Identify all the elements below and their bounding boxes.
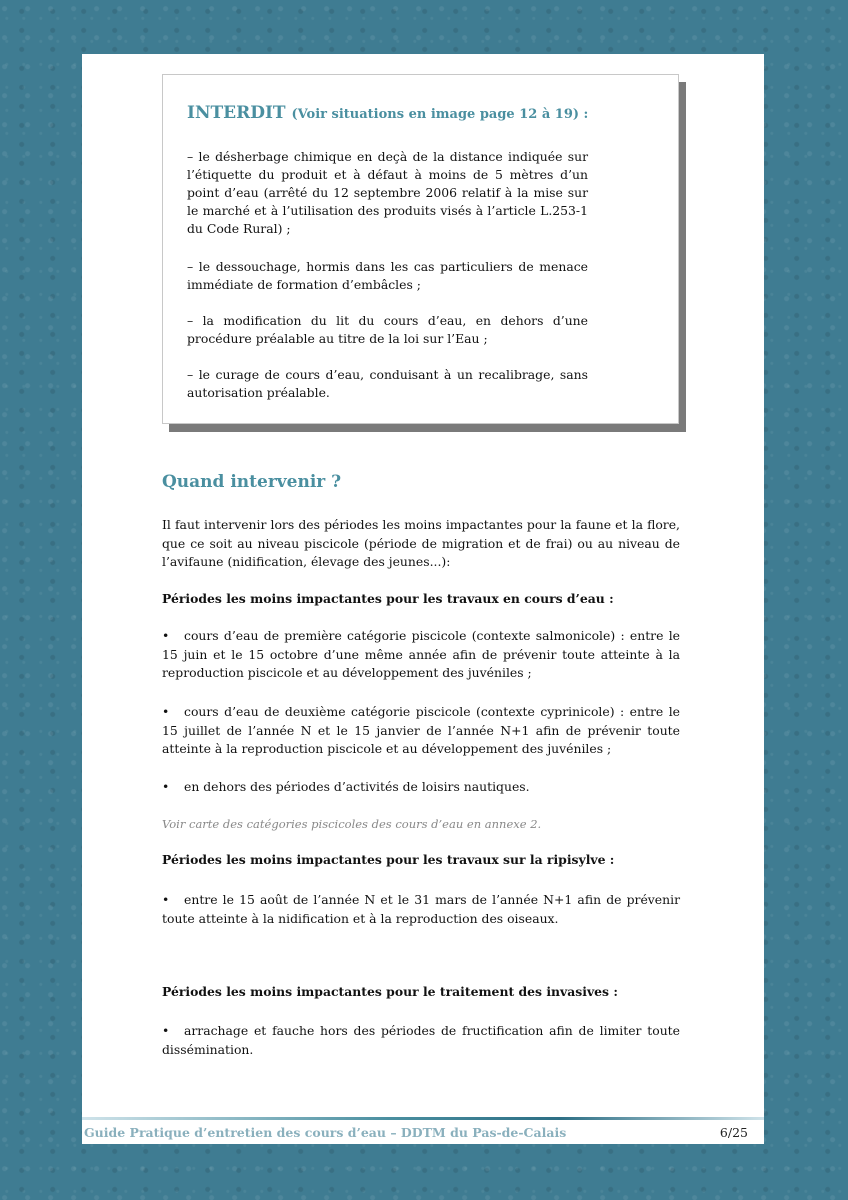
list-item-text: cours d’eau de deuxième catégorie piscicole (contexte cyprinicole) : entre le 15 juillet de l’année N et le 15 janvier de l’année N+1 afin de prévenir toute atteinte à la reproduction piscicole et au développement des juvéniles ; (162, 704, 680, 756)
box-item-dredging: – le curage de cours d’eau, conduisant à un recalibrage, sans autorisation préalable. (187, 367, 588, 400)
box-item-stump-removal: – le dessouchage, hormis dans les cas particuliers de menace immédiate de formation d’embâcles ; (187, 259, 588, 292)
subheading-ripisylve-works: Périodes les moins impactantes pour les travaux sur la ripisylve : (162, 852, 615, 867)
box-item-herbicide: – le désherbage chimique en deçà de la distance indiquée sur l’étiquette du produit et à défaut à moins de 5 mètres d’un point d’eau (arrêté du 12 septembre 2006 relatif à la mise sur le marché et à l’utilisation des produits visés à l’article L.253-1 du Code Rural) ; (187, 149, 588, 236)
box-title-sub: (Voir situations en image page 12 à 19) : (291, 107, 589, 122)
bullet-icon: • (162, 779, 170, 794)
bullet-icon: • (162, 1023, 170, 1038)
bullet-icon: • (162, 628, 170, 643)
box-item-bed-modification: – la modification du lit du cours d’eau, en dehors d’une procédure préalable au titre de la loi sur l’Eau ; (187, 313, 588, 346)
list-item (162, 1022, 680, 1059)
page-footer (82, 1122, 764, 1144)
list-item (162, 703, 680, 759)
footer-title: Guide Pratique d’entretien des cours d’eau – DDTM du Pas-de-Calais (84, 1125, 567, 1140)
prohibited-box (162, 74, 679, 424)
document-page (82, 54, 764, 1144)
subheading-watercourse-works: Périodes les moins impactantes pour les travaux en cours d’eau : (162, 591, 614, 606)
list-item (162, 891, 680, 928)
subheading-invasives: Périodes les moins impactantes pour le traitement des invasives : (162, 984, 618, 999)
intro-paragraph: Il faut intervenir lors des périodes les moins impactantes pour la faune et la flore, que ce soit au niveau piscicole (période de migration et de frai) ou au niveau de l’avifaune (nidification, élevage des jeunes...): (162, 517, 680, 569)
list-item-text: arrachage et fauche hors des périodes de fructification afin de limiter toute dissémination. (162, 1023, 680, 1057)
annex-note: Voir carte des catégories piscicoles des cours d’eau en annexe 2. (162, 817, 542, 831)
footer-divider (82, 1117, 764, 1120)
list-item-text: cours d’eau de première catégorie piscicole (contexte salmonicole) : entre le 15 juin et le 15 octobre d’une même année afin de prévenir toute atteinte à la reproduction piscicole et au développement des juvéniles ; (162, 628, 680, 680)
list-item (162, 627, 680, 683)
bullet-icon: • (162, 704, 170, 719)
section-heading: Quand intervenir ? (162, 472, 342, 492)
list-item (162, 778, 680, 797)
list-item-text: en dehors des périodes d’activités de loisirs nautiques. (184, 779, 530, 794)
box-title (187, 103, 667, 123)
page-number: 6/25 (719, 1125, 748, 1140)
box-title-main: INTERDIT (187, 103, 286, 123)
bullet-icon: • (162, 892, 170, 907)
list-item-text: entre le 15 août de l’année N et le 31 mars de l’année N+1 afin de prévenir toute atteinte à la nidification et à la reproduction des oiseaux. (162, 892, 680, 926)
